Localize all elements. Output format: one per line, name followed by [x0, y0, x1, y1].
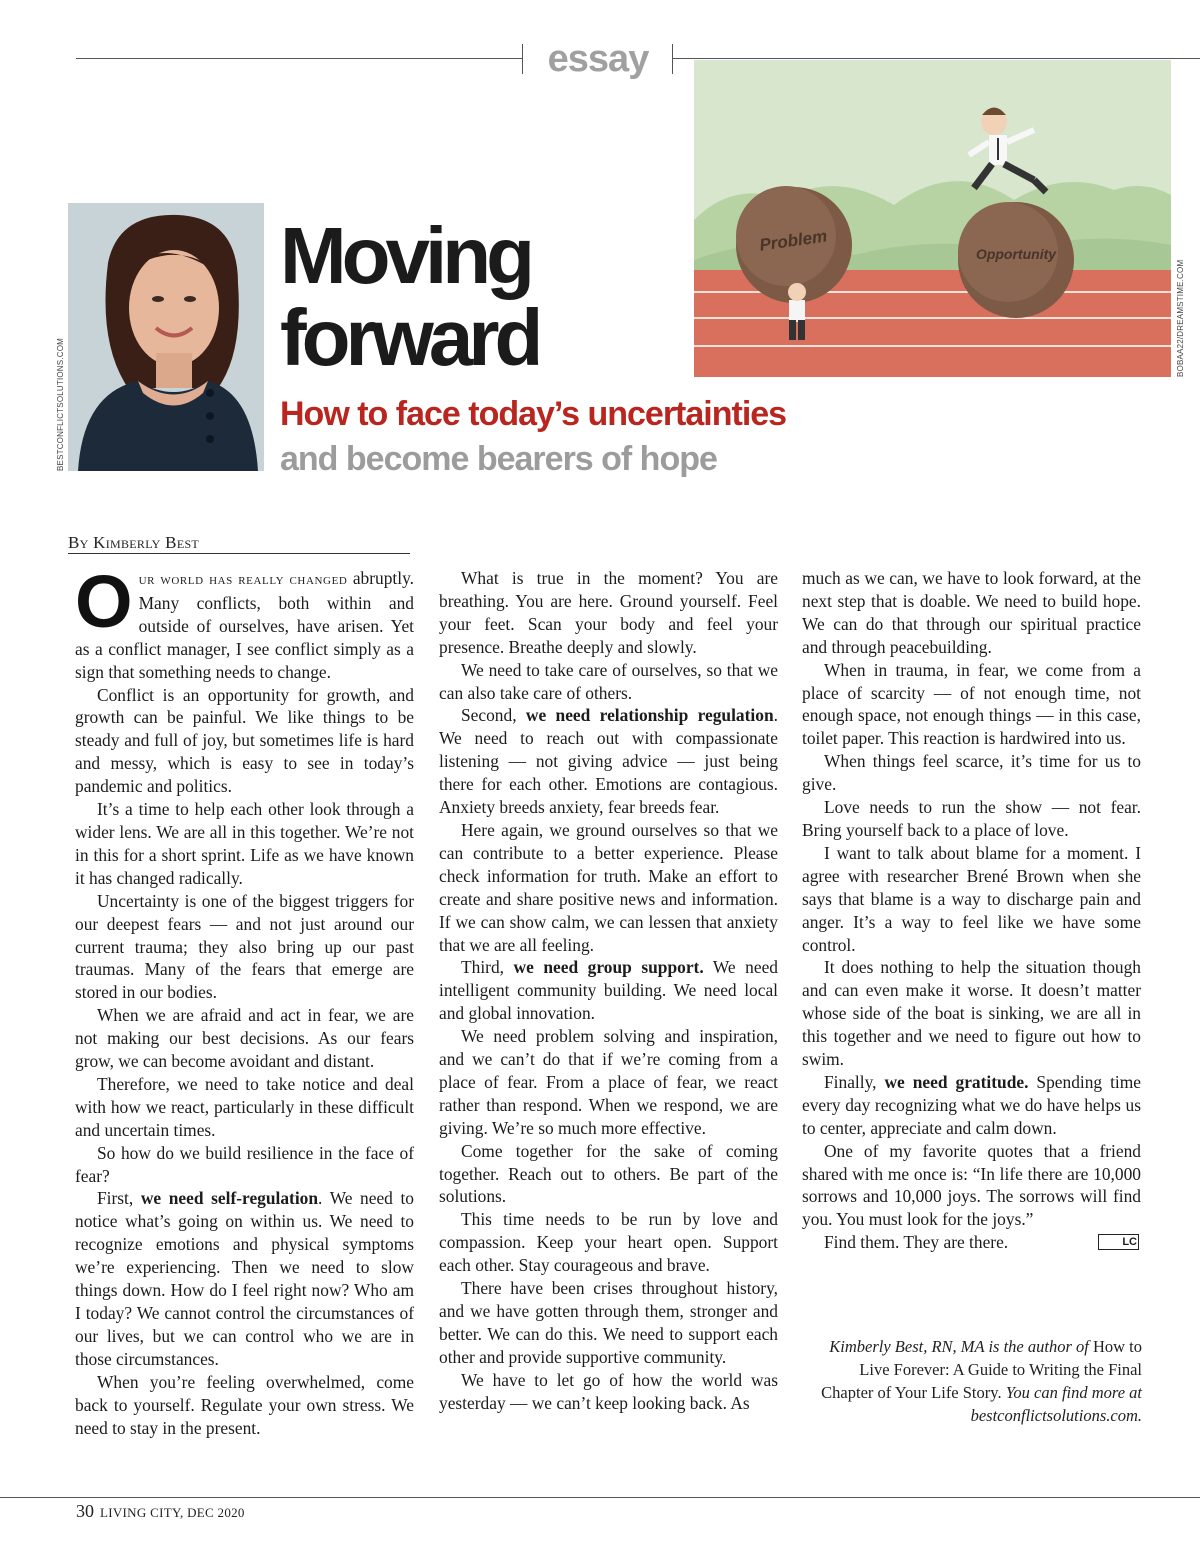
drop-cap: O	[75, 560, 133, 643]
emphasis: we need relationship regulation	[525, 705, 774, 726]
paragraph: It’s a time to help each other look through a wider lens. We are all in this together. We’re not in this for a short sprint. Life as we have known it has changed radically.	[75, 799, 414, 888]
book-title: How to Live Forever: A Guide to Writing the Final Chapter of Your Life Story.	[821, 1337, 1142, 1402]
article-title	[280, 211, 700, 382]
illustration	[694, 60, 1171, 377]
body-column-2	[439, 567, 778, 1415]
author-photo	[68, 203, 264, 471]
paragraph: One of my favorite quotes that a friend shared with me once is: “In life there are 10,000 sorrows and 10,000 joys. The sorrows will find you. You must look for the joys.”	[802, 1140, 1141, 1230]
paragraph: Conflict is an opportunity for growth, and growth can be painful. We like things to be steady and full of joy, but sometimes life is hard and messy, which is easy to see in today’s pandemic and politics.	[75, 684, 414, 797]
section-label: essay	[547, 38, 649, 80]
emphasis: we need group support.	[513, 957, 704, 978]
paragraph: Find them. They are there. LC	[824, 1232, 1137, 1253]
paragraph: Uncertainty is one of the biggest triggers for our deepest fears — and not just around our current trauma; they also bring up our past traumas. Many of the fears that emerge are stored in our bodies.	[75, 890, 414, 1003]
paragraph: much as we can, we have to look forward, at the next step that is doable. We need to build hope. We can do that through our spiritual practice and through peacebuilding.	[802, 568, 1141, 657]
paragraph: First, we need self-regulation. We need to notice what’s going on within us. We need to recognize emotions and physical symptoms we’re experiencing. Then we need to slow things down. How do I feel right now? Who am I today? We cannot control the circumstances of our lives, but we can control who we are in those circumstances.	[75, 1188, 414, 1369]
paragraph: Our world has really changed abruptly. Many conflicts, both within and outside of ourselves, have arisen. Yet as a conflict manager, I see conflict simply as a sign that something needs to change.	[75, 560, 414, 682]
paragraph: There have been crises throughout history, and we have gotten through them, stronger and better. We can do this. We need to support each other and provide supportive community.	[439, 1278, 778, 1367]
paragraph: It does nothing to help the situation though and can even make it worse. It doesn’t matter whose side of the boat is sinking, we are all in this together and we need to figure out how to swim.	[802, 957, 1141, 1070]
paragraph: Therefore, we need to take notice and deal with how we react, particularly in these difficult and uncertain times.	[75, 1073, 414, 1140]
byline: By Kimberly Best	[68, 533, 200, 552]
paragraph: We need problem solving and inspiration, and we can’t do that if we’re coming from a place of fear. From a place of fear, we react rather than respond. When we respond, we are giving. We’re so much more effective.	[439, 1026, 778, 1138]
header-rule-right	[672, 58, 1200, 59]
paragraph: Come together for the sake of coming together. Reach out to others. Be part of the solutions.	[439, 1140, 778, 1207]
paragraph: We have to let go of how the world was yesterday — we can’t keep looking back. As	[439, 1369, 778, 1413]
byline-rule	[68, 553, 410, 554]
header-rule-left	[76, 58, 522, 59]
header-rule-tick	[672, 44, 673, 74]
publication-line: LIVING CITY, DEC 2020	[100, 1505, 245, 1520]
title-line-1: Moving	[280, 211, 530, 300]
subtitle-line-2: and become bearers of hope	[280, 440, 717, 478]
header-rule-tick	[522, 44, 523, 74]
paragraph: This time needs to be run by love and compassion. Keep your heart open. Support each other. Stay courageous and brave.	[439, 1209, 778, 1276]
footer-rule	[0, 1497, 1200, 1498]
paragraph: So how do we build resilience in the face of fear?	[75, 1142, 414, 1186]
emphasis: we need gratitude.	[884, 1071, 1029, 1092]
paragraph: When we are afraid and act in fear, we are not making our best decisions. As our fears grow, we can become avoidant and distant.	[75, 1005, 414, 1072]
photo-credit: BESTCONFLICTSOLUTIONS.COM	[56, 337, 65, 471]
body-column-1	[75, 560, 414, 1439]
paragraph: Here again, we ground ourselves so that we can contribute to a better experience. Please check information for truth. Make an effort to create and share positive news and information. If we can show calm, we can lessen that anxiety that we are all feeling.	[439, 819, 778, 955]
paragraph: When in trauma, in fear, we come from a place of scarcity — of not enough time, not enough space, not enough things — in this case, toilet paper. This reaction is hardwired into us.	[802, 659, 1141, 749]
emphasis: we need self-regulation	[140, 1188, 319, 1209]
author-bio: Kimberly Best, RN, MA is the author of How to Live Forever: A Guide to Writing the Final Chapter of Your Life Story. You can find more at bestconflictsolutions.com.	[821, 1337, 1142, 1425]
body-column-3	[802, 567, 1141, 1254]
opportunity-label: Opportunity	[975, 246, 1057, 262]
paragraph: Finally, we need gratitude. Spending time every day recognizing what we do have helps us to center, appreciate and calm down.	[802, 1071, 1141, 1138]
page-number: 30	[76, 1501, 94, 1521]
paragraph: I want to talk about blame for a moment. I agree with researcher Brené Brown when she says that blame is a way to discharge pain and anger. It’s a way to feel like we have some control.	[802, 842, 1141, 955]
end-mark-logo: LC	[1098, 1234, 1139, 1250]
title-line-2: forward	[280, 293, 539, 382]
paragraph: Love needs to run the show — not fear. Bring yourself back to a place of love.	[802, 797, 1141, 840]
paragraph: Third, we need group support. We need intelligent community building. We need local and global innovation.	[439, 957, 778, 1024]
paragraph: What is true in the moment? You are breathing. You are here. Ground yourself. Feel your feet. Scan your body and feel your presence. Breathe deeply and slowly.	[439, 568, 778, 657]
paragraph: Second, we need relationship regulation. We need to reach out with compassionate listening — not giving advice — just being there for each other. Emotions are contagious. Anxiety breeds anxiety, fear breeds fear.	[439, 705, 778, 818]
paragraph: We need to take care of ourselves, so that we can also take care of others.	[439, 659, 778, 703]
paragraph: When you’re feeling overwhelmed, come back to yourself. Regulate your own stress. We need to stay in the present.	[75, 1371, 414, 1438]
paragraph: When things feel scarce, it’s time for us to give.	[802, 751, 1141, 795]
problem-label: Problem	[758, 226, 829, 255]
subtitle-line-1: How to face today’s uncertainties	[280, 395, 787, 433]
lead-in-caps: ur world has really changed	[138, 572, 348, 588]
illustration-credit: BOBAA22/DREAMSTIME.COM	[1176, 259, 1185, 377]
